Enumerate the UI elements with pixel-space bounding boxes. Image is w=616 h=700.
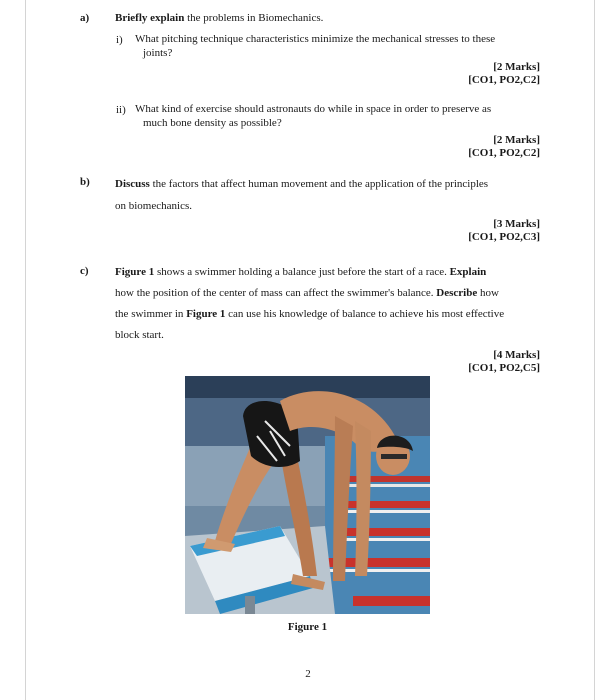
question-c-bold-figure2: Figure 1 xyxy=(186,308,226,320)
figure-1-image xyxy=(185,376,430,614)
question-c-text5: can use his knowledge of balance to achieve his most effective xyxy=(228,308,505,320)
marks-value: [2 Marks] xyxy=(493,61,540,73)
question-c-line4: block start. xyxy=(115,329,164,341)
question-b-line2: on biomechanics. xyxy=(115,200,192,212)
question-a-intro xyxy=(115,10,323,26)
question-c-text xyxy=(115,262,545,346)
question-b-text xyxy=(115,173,488,217)
question-c-line1 xyxy=(115,262,545,283)
question-a-i-line1: What pitching technique characteristics minimize the mechanical stresses to these xyxy=(135,33,496,45)
marks-value: [4 Marks] xyxy=(493,349,540,361)
page-left-edge xyxy=(25,0,26,700)
question-c-label: c) xyxy=(80,265,89,277)
marks-value: [3 Marks] xyxy=(493,218,540,230)
question-b-label: b) xyxy=(80,176,90,188)
question-b-line1-rest: the factors that affect human movement and the application of the principles xyxy=(152,178,489,190)
page-right-edge xyxy=(594,0,595,700)
question-c-text4: the swimmer in xyxy=(115,308,184,320)
course-outcomes: [CO1, PO2,C5] xyxy=(468,362,540,374)
question-c-text1: shows a swimmer holding a balance just before the start of a race. xyxy=(156,266,447,278)
question-a-intro-bold: Briefly explain xyxy=(115,12,185,24)
question-a-intro-rest: the problems in Biomechanics. xyxy=(187,12,324,24)
question-b-marks xyxy=(468,218,540,244)
question-a-i-line2: joints? xyxy=(143,47,173,59)
question-c-line2 xyxy=(115,283,545,304)
question-a-ii-marks xyxy=(468,134,540,160)
question-a-i-label: i) xyxy=(116,34,123,46)
question-a-ii-label: ii) xyxy=(116,104,126,116)
course-outcomes: [CO1, PO2,C2] xyxy=(468,74,540,86)
question-a-ii-line1: What kind of exercise should astronauts do while in space in order to preserve as xyxy=(135,103,492,115)
page-number: 2 xyxy=(305,668,311,680)
question-c-text2: how the position of the center of mass can affect the swimmer's balance. xyxy=(115,287,434,299)
course-outcomes: [CO1, PO2,C3] xyxy=(468,231,540,243)
course-outcomes: [CO1, PO2,C2] xyxy=(468,147,540,159)
question-c-bold-describe: Describe xyxy=(436,287,478,299)
question-b-bold: Discuss xyxy=(115,178,150,190)
swimmer-illustration xyxy=(185,376,430,614)
question-c-text3: how xyxy=(479,287,499,299)
question-c-bold-figure: Figure 1 xyxy=(115,266,155,278)
question-a-label: a) xyxy=(80,12,90,24)
question-a-ii-line2: much bone density as possible? xyxy=(143,117,282,129)
question-a-i-marks xyxy=(468,61,540,87)
question-c-bold-explain: Explain xyxy=(449,266,487,278)
question-c-line3 xyxy=(115,304,545,325)
marks-value: [2 Marks] xyxy=(493,134,540,146)
figure-1-caption: Figure 1 xyxy=(287,621,328,633)
question-c-marks xyxy=(468,349,540,375)
question-b-line1 xyxy=(115,173,488,195)
